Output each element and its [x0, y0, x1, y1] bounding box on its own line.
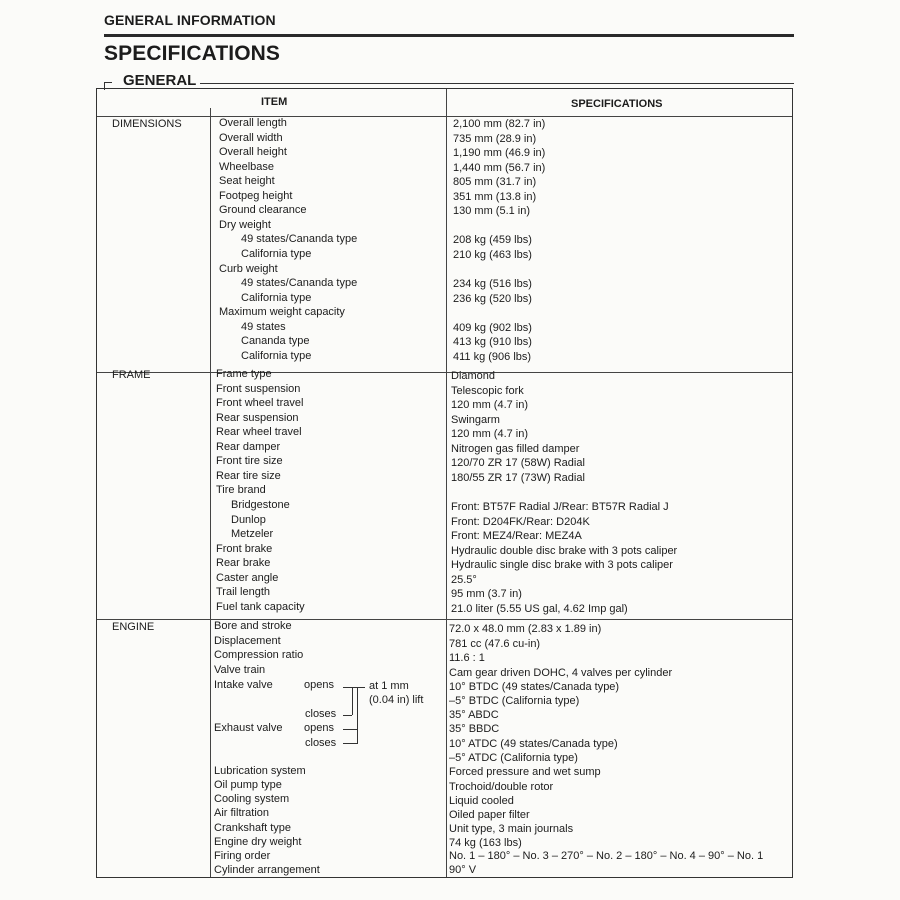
- spec-value: Hydraulic single disc brake with 3 pots caliper: [451, 559, 673, 571]
- spec-item-label: Crankshaft type: [214, 822, 292, 834]
- spec-value: 805 mm (31.7 in): [453, 176, 537, 188]
- spec-value: 351 mm (13.8 in): [453, 191, 537, 203]
- spec-item-label: Tire brand: [216, 484, 266, 496]
- spec-item-label: Overall width: [219, 132, 283, 144]
- spec-value: 1,440 mm (56.7 in): [453, 162, 546, 174]
- spec-item-label: Cylinder arrangement: [214, 864, 320, 876]
- spec-value: 208 kg (459 lbs): [453, 234, 532, 246]
- spec-item-label: Caster angle: [216, 572, 279, 584]
- header-rule: [104, 34, 794, 37]
- spec-item-label: 49 states: [241, 321, 286, 333]
- spec-item-label: California type: [241, 350, 312, 362]
- section-divider: [97, 372, 792, 373]
- column-header-specifications: SPECIFICATIONS: [571, 98, 663, 110]
- spec-value: Telescopic fork: [451, 385, 524, 397]
- spec-value: Swingarm: [451, 414, 500, 426]
- category-frame: FRAME: [112, 369, 151, 381]
- spec-item-label: Metzeler: [231, 528, 274, 540]
- spec-item-label: Rear tire size: [216, 470, 281, 482]
- spec-item-label: Rear wheel travel: [216, 426, 302, 438]
- spec-value: 409 kg (902 lbs): [453, 322, 532, 334]
- spec-item-label: Valve train: [214, 664, 266, 676]
- spec-value: 120/70 ZR 17 (58W) Radial: [451, 457, 585, 469]
- spec-item-label: Firing order: [214, 850, 271, 862]
- spec-value: 234 kg (516 lbs): [453, 278, 532, 290]
- spec-value: 10° BTDC (49 states/Canada type): [449, 681, 620, 693]
- spec-value: Cam gear driven DOHC, 4 valves per cylinder: [449, 667, 673, 679]
- spec-sub-label: opens: [304, 679, 334, 691]
- group-label: GENERAL: [119, 72, 200, 89]
- spec-value: 120 mm (4.7 in): [451, 399, 529, 411]
- spec-item-label: Cananda type: [241, 335, 310, 347]
- spec-item-label: Overall height: [219, 146, 287, 158]
- valve-bracket-line: [343, 687, 365, 688]
- spec-value: Front: BT57F Radial J/Rear: BT57R Radial J: [451, 501, 669, 513]
- spec-item-label: Front tire size: [216, 455, 283, 467]
- category-dimensions: DIMENSIONS: [112, 118, 182, 130]
- spec-value: 90° V: [449, 864, 477, 876]
- spec-value: 180/55 ZR 17 (73W) Radial: [451, 472, 585, 484]
- spec-table: [96, 88, 793, 878]
- spec-value: Trochoid/double rotor: [449, 781, 554, 793]
- spec-item-label: Wheelbase: [219, 161, 275, 173]
- spec-item-label: Cooling system: [214, 793, 290, 805]
- spec-item-label: California type: [241, 248, 312, 260]
- spec-value: 21.0 liter (5.55 US gal, 4.62 Imp gal): [451, 603, 628, 615]
- spec-item-label: Rear suspension: [216, 412, 299, 424]
- column-divider: [446, 89, 447, 877]
- spec-value: 11.6 : 1: [449, 652, 485, 664]
- spec-value: Diamond: [451, 370, 496, 382]
- spec-item-label: Fuel tank capacity: [216, 601, 305, 613]
- spec-item-label: Oil pump type: [214, 779, 282, 791]
- group-bracket: [104, 82, 112, 83]
- spec-value: Unit type, 3 main journals: [449, 823, 574, 835]
- spec-value: –5° BTDC (California type): [449, 695, 580, 707]
- valve-bracket-line: [343, 729, 357, 730]
- spec-sub-label: opens: [304, 722, 334, 734]
- spec-value: 10° ATDC (49 states/Canada type): [449, 738, 618, 750]
- spec-value: 35° ABDC: [449, 709, 499, 721]
- valve-bracket-line: [352, 687, 353, 715]
- spec-sub-label: closes: [305, 737, 337, 749]
- page-title: SPECIFICATIONS: [104, 42, 281, 65]
- spec-value: Front: D204FK/Rear: D204K: [451, 516, 590, 528]
- section-divider: [97, 619, 792, 620]
- spec-value: Front: MEZ4/Rear: MEZ4A: [451, 530, 582, 542]
- spec-value: 411 kg (906 lbs): [453, 351, 532, 363]
- spec-item-label: Dunlop: [231, 514, 266, 526]
- group-rule: [200, 83, 794, 84]
- column-header-item: ITEM: [261, 96, 288, 108]
- spec-value: 735 mm (28.9 in): [453, 133, 537, 145]
- column-divider: [210, 108, 211, 877]
- spec-item-label: 49 states/Cananda type: [241, 233, 358, 245]
- lift-note: (0.04 in) lift: [369, 694, 424, 706]
- spec-item-label: Exhaust valve: [214, 722, 283, 734]
- spec-value: 74 kg (163 lbs): [449, 837, 522, 849]
- spec-item-label: Curb weight: [219, 263, 278, 275]
- category-engine: ENGINE: [112, 621, 155, 633]
- spec-value: 120 mm (4.7 in): [451, 428, 529, 440]
- spec-value: 210 kg (463 lbs): [453, 249, 532, 261]
- lift-note: at 1 mm: [369, 680, 409, 692]
- section-header: GENERAL INFORMATION: [104, 12, 276, 28]
- spec-value: 95 mm (3.7 in): [451, 588, 522, 600]
- spec-value: 72.0 x 48.0 mm (2.83 x 1.89 in): [449, 623, 602, 635]
- spec-value: 236 kg (520 lbs): [453, 293, 532, 305]
- spec-value: 2,100 mm (82.7 in): [453, 118, 546, 130]
- spec-value: Liquid cooled: [449, 795, 514, 807]
- spec-item-label: Lubrication system: [214, 765, 306, 777]
- spec-item-label: Trail length: [216, 586, 271, 598]
- spec-item-label: Front suspension: [216, 383, 301, 395]
- spec-value: No. 1 – 180° – No. 3 – 270° – No. 2 – 180° – No. 4 – 90° – No. 1: [449, 850, 764, 862]
- spec-item-label: Footpeg height: [219, 190, 293, 202]
- spec-item-label: Front brake: [216, 543, 273, 555]
- spec-item-label: Front wheel travel: [216, 397, 304, 409]
- spec-item-label: Frame type: [216, 368, 272, 380]
- spec-value: 25.5°: [451, 574, 477, 586]
- spec-item-label: Ground clearance: [219, 204, 307, 216]
- spec-value: 35° BBDC: [449, 723, 500, 735]
- spec-item-label: Seat height: [219, 175, 275, 187]
- spec-item-label: Overall length: [219, 117, 287, 129]
- spec-item-label: Intake valve: [214, 679, 273, 691]
- spec-item-label: Rear damper: [216, 441, 281, 453]
- spec-sub-label: closes: [305, 708, 337, 720]
- valve-bracket-line: [357, 687, 358, 744]
- spec-item-label: Bore and stroke: [214, 620, 292, 632]
- spec-value: Forced pressure and wet sump: [449, 766, 601, 778]
- spec-item-label: Displacement: [214, 635, 281, 647]
- spec-value: Nitrogen gas filled damper: [451, 443, 580, 455]
- spec-item-label: Engine dry weight: [214, 836, 302, 848]
- valve-bracket-line: [343, 743, 357, 744]
- spec-item-label: 49 states/Cananda type: [241, 277, 358, 289]
- spec-value: 781 cc (47.6 cu-in): [449, 638, 541, 650]
- spec-value: Oiled paper filter: [449, 809, 530, 821]
- spec-value: 413 kg (910 lbs): [453, 336, 532, 348]
- spec-item-label: Rear brake: [216, 557, 271, 569]
- spec-value: Hydraulic double disc brake with 3 pots caliper: [451, 545, 678, 557]
- spec-item-label: Dry weight: [219, 219, 271, 231]
- spec-value: –5° ATDC (California type): [449, 752, 578, 764]
- spec-item-label: Air filtration: [214, 807, 270, 819]
- spec-item-label: Maximum weight capacity: [219, 306, 345, 318]
- spec-value: 1,190 mm (46.9 in): [453, 147, 546, 159]
- header-divider: [97, 116, 792, 117]
- spec-item-label: Bridgestone: [231, 499, 290, 511]
- spec-item-label: California type: [241, 292, 312, 304]
- spec-value: 130 mm (5.1 in): [453, 205, 531, 217]
- valve-bracket-line: [343, 715, 352, 716]
- spec-item-label: Compression ratio: [214, 649, 304, 661]
